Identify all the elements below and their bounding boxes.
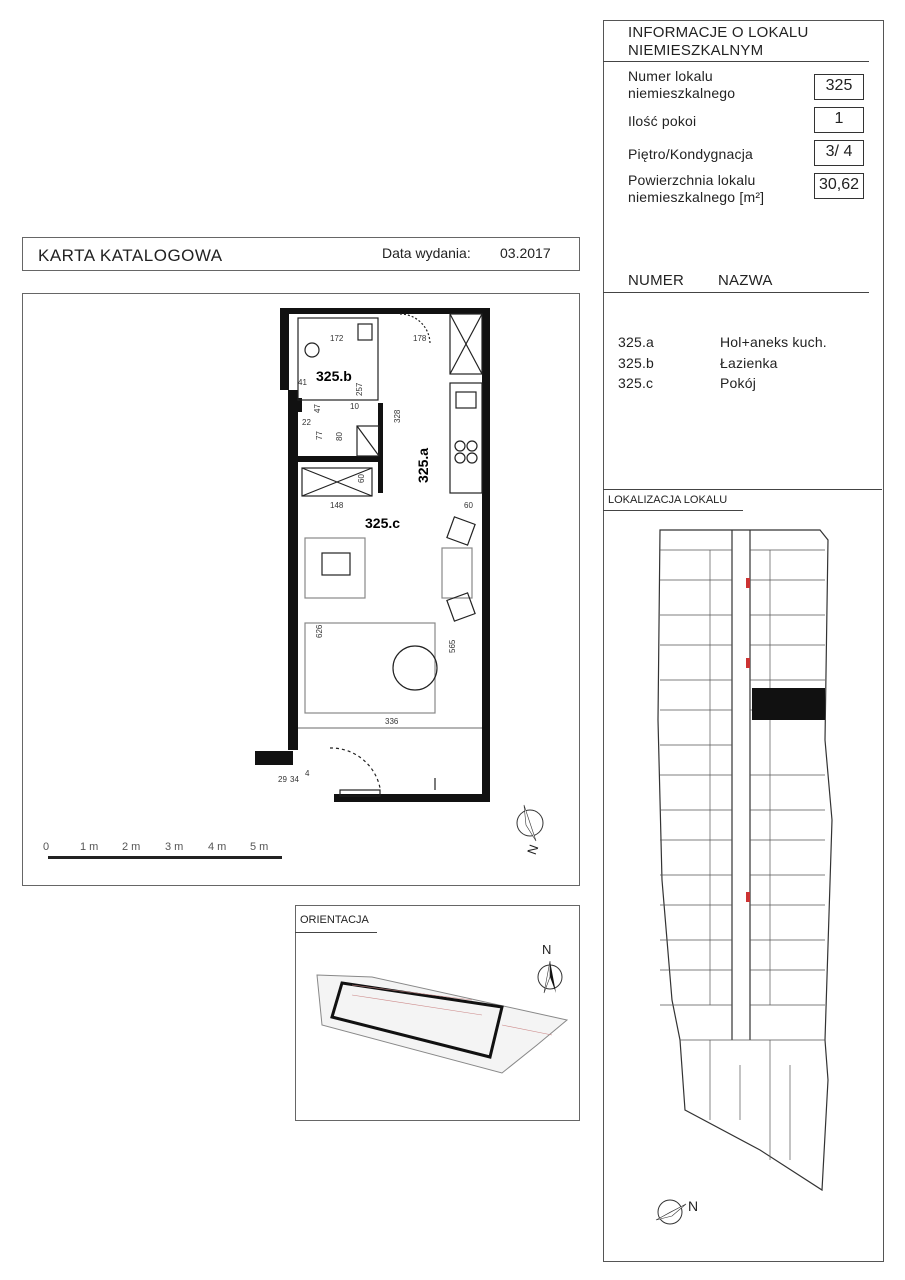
room-label-c: 325.c	[365, 515, 401, 531]
dim: 4	[305, 769, 310, 778]
highlighted-unit	[752, 688, 825, 720]
plan-north-label: N	[524, 842, 542, 857]
dim: 77	[315, 431, 324, 440]
card-date-label: Data wydania:	[382, 245, 471, 261]
dim: 47	[313, 404, 322, 413]
field-rooms-label: Ilość pokoi	[628, 113, 697, 129]
scale-tick-label: 1 m	[80, 841, 99, 853]
room-number: 325.b	[618, 355, 655, 371]
unit-grid	[660, 550, 825, 1160]
dim: 41	[298, 378, 307, 387]
room-label-b: 325.b	[316, 368, 352, 384]
field-area-value: 30,62	[814, 173, 864, 199]
rooms-col-name: NAZWA	[718, 272, 773, 289]
divider	[603, 61, 869, 62]
dim: 328	[393, 409, 402, 423]
orientation-north-label: N	[542, 942, 552, 957]
location-compass	[650, 1190, 710, 1235]
orientation-compass	[530, 955, 570, 1000]
field-label-line: niemieszkalnego [m²]	[628, 189, 765, 205]
room-name: Łazienka	[720, 355, 778, 371]
rooms-col-number: NUMER	[628, 272, 684, 289]
field-area-label	[628, 172, 764, 206]
location-north-label: N	[688, 1198, 699, 1214]
scale-tick-label: 4 m	[208, 841, 227, 853]
dim: 148	[330, 501, 344, 510]
dim: 80	[335, 432, 344, 441]
room-number: 325.a	[618, 334, 655, 350]
field-label-line: niemieszkalnego	[628, 85, 736, 101]
card-date-value: 03.2017	[500, 245, 551, 261]
dim: 626	[315, 624, 324, 638]
building-location-plan	[650, 520, 835, 1200]
divider	[603, 489, 882, 490]
scale-tick-label: 5 m	[250, 841, 269, 853]
info-heading-line1: INFORMACJE O LOKALU	[628, 24, 809, 41]
dim: 257	[355, 382, 364, 396]
field-floor-label: Piętro/Kondygnacja	[628, 146, 754, 162]
field-rooms-value: 1	[814, 107, 864, 133]
orientation-title: ORIENTACJA	[300, 914, 369, 926]
field-unit-number-value: 325	[814, 74, 864, 100]
dim: 336	[385, 717, 399, 726]
divider	[603, 510, 743, 511]
field-label-line: Powierzchnia lokalu	[628, 172, 756, 188]
field-label-line: Numer lokalu	[628, 68, 713, 84]
scale-tick-label: 0	[43, 841, 50, 853]
location-title: LOKALIZACJA LOKALU	[608, 494, 728, 506]
divider	[603, 292, 869, 293]
dim: 22	[302, 418, 311, 427]
field-unit-number-label	[628, 68, 735, 102]
divider	[295, 932, 377, 933]
info-heading-line2: NIEMIESZKALNYM	[628, 42, 764, 59]
floor-plan	[250, 308, 500, 808]
card-title: KARTA KATALOGOWA	[38, 246, 223, 265]
room-name: Hol+aneks kuch.	[720, 334, 827, 350]
scale-segment	[48, 856, 282, 859]
dim: 178	[413, 334, 427, 343]
info-heading	[628, 24, 809, 60]
dim: 34	[290, 775, 299, 784]
scale-tick-label: 3 m	[165, 841, 184, 853]
dim: 565	[448, 639, 457, 653]
dim: 172	[330, 334, 344, 343]
dim: 29	[278, 775, 287, 784]
field-floor-value: 3/ 4	[814, 140, 864, 166]
room-name: Pokój	[720, 375, 757, 391]
scale-tick-label: 2 m	[122, 841, 141, 853]
dim: 60	[464, 501, 473, 510]
room-number: 325.c	[618, 375, 654, 391]
room-label-a: 325.a	[415, 447, 431, 483]
dim: 10	[350, 402, 359, 411]
dim: 60	[357, 474, 366, 483]
